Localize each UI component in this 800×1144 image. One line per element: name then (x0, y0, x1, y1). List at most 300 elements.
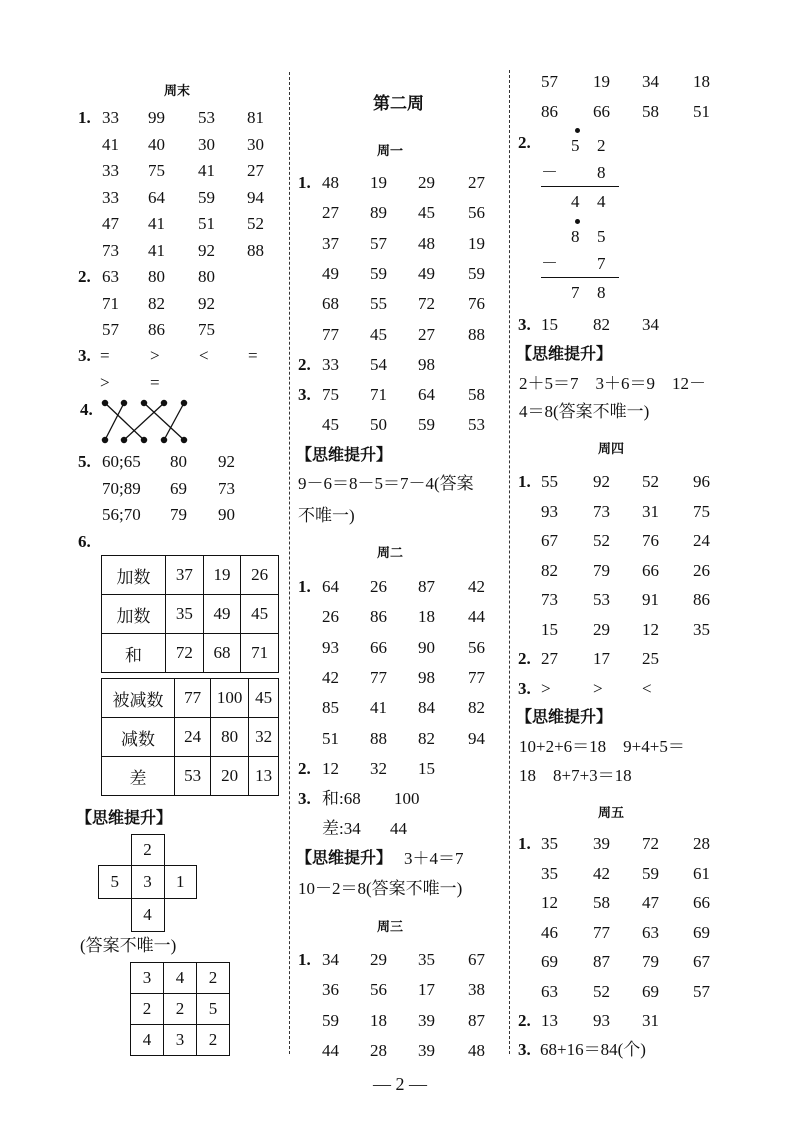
answer-value: 差:34 (322, 819, 361, 838)
answer-value: 60;65 (102, 452, 141, 471)
magic-square-grid (130, 962, 230, 1056)
number-cross-puzzle (98, 834, 197, 932)
answer-value: 46 (541, 922, 558, 942)
answer-value: 44 (390, 819, 407, 838)
answer-value: 67 (693, 952, 710, 971)
answer-value: 82 (541, 560, 558, 580)
answer-value: 56 (468, 637, 485, 657)
table-cell: 100 (211, 679, 249, 718)
answer-value: 92 (218, 452, 235, 471)
table-cell: 24 (175, 718, 211, 757)
table-cell: 37 (166, 556, 204, 595)
think-answer-line: 2＋5＝7 3＋6＝9 12－ (519, 374, 706, 393)
answer-value: 51 (198, 214, 215, 233)
question-number: 2. (518, 133, 531, 152)
answer-value: 93 (541, 501, 558, 521)
think-answer-line: 10－2＝8(答案不唯一) (298, 879, 463, 898)
answer-value: 41 (148, 214, 165, 233)
answer-value: 73 (541, 590, 558, 609)
answer-value: 63 (102, 267, 119, 286)
table-cell: 32 (249, 718, 279, 757)
answer-value: 40 (148, 134, 165, 154)
answer-value: 87 (468, 1010, 485, 1030)
answer-value: 50 (370, 415, 387, 434)
question-number: 1. (298, 173, 311, 192)
cross-cell: 4 (131, 899, 164, 932)
answer-value: 52 (593, 981, 610, 1001)
answer-value: 58 (593, 893, 610, 912)
table-cell: 3 (164, 1025, 197, 1056)
answer-value: 63 (541, 981, 558, 1001)
answer-value: 49 (322, 263, 339, 283)
answer-value: 57 (541, 72, 558, 91)
think-answer-line: 3＋4＝7 (404, 849, 464, 868)
answer-value: 28 (370, 1040, 387, 1060)
answer-value: = (100, 346, 110, 365)
answer-value: 58 (642, 102, 659, 121)
calc-rule (541, 277, 619, 278)
answer-value: 29 (370, 950, 387, 969)
table-cell: 5 (197, 994, 230, 1025)
table-cell: 3 (131, 963, 164, 994)
cross-cell: 1 (164, 866, 197, 899)
table-cell: 2 (131, 994, 164, 1025)
answer-value: 24 (693, 531, 710, 550)
answer-value: 30 (198, 134, 215, 154)
answer-value: 45 (370, 324, 387, 344)
answer-value: 57 (370, 233, 387, 253)
answer-value: 26 (370, 577, 387, 596)
question-number: 3. (518, 1040, 531, 1059)
answer-value: 71 (370, 385, 387, 404)
answer-value: 59 (198, 187, 215, 207)
answer-value: 96 (693, 472, 710, 491)
table-cell: 49 (203, 595, 241, 634)
answer-value: 75 (322, 385, 339, 404)
answer-value: > (100, 373, 110, 392)
answer-value: 36 (322, 980, 339, 1000)
answer-value: 77 (370, 667, 387, 687)
answer-value: 66 (642, 560, 659, 580)
answer-value: 41 (370, 698, 387, 718)
answer-value: 100 (394, 789, 420, 808)
answer-value: 35 (693, 619, 710, 639)
cross-cell: 3 (131, 866, 164, 899)
table-cell: 53 (175, 757, 211, 796)
answer-value: 69 (541, 952, 558, 971)
table-cell: 和 (102, 634, 166, 673)
answer-value: 37 (322, 233, 339, 253)
question-number: 2. (298, 355, 311, 374)
answer-value: 12 (541, 893, 558, 912)
answer-value: 67 (541, 531, 558, 550)
answer-value: > (150, 346, 160, 365)
table-cell: 71 (241, 634, 279, 673)
answer-value: 34 (642, 315, 659, 334)
answer-value: 86 (370, 607, 387, 627)
answer-value: 68+16＝84(个) (540, 1040, 646, 1059)
answer-value: 33 (322, 355, 339, 374)
table-cell: 45 (249, 679, 279, 718)
carry-dot (575, 219, 580, 224)
answer-value: 79 (170, 505, 187, 524)
answer-value: 27 (468, 173, 485, 192)
answer-value: 48 (418, 233, 435, 253)
carry-dot (575, 128, 580, 133)
answer-value: 67 (468, 950, 485, 969)
answer-value: < (642, 679, 652, 698)
answer-value: 30 (247, 134, 264, 154)
section-header-friday: 周五 (598, 806, 625, 821)
answer-value: 73 (593, 501, 610, 521)
answer-value: 19 (593, 72, 610, 91)
section-header-wednesday: 周三 (377, 920, 404, 935)
answer-value: > (541, 679, 551, 698)
answer-value: 82 (418, 728, 435, 748)
answer-value: 64 (148, 187, 165, 207)
answer-value: 86 (148, 320, 165, 339)
calc-digit: 7 (597, 254, 606, 273)
answer-value: 52 (642, 472, 659, 491)
answer-value: 39 (418, 1040, 435, 1060)
answer-value: 41 (102, 134, 119, 154)
calc-digit: 2 (597, 136, 606, 155)
page-number: — 2 — (373, 1074, 427, 1094)
answer-value: 94 (468, 728, 485, 748)
answer-value: 64 (418, 385, 435, 404)
answer-value: 55 (541, 472, 558, 491)
answer-value: 27 (541, 649, 558, 668)
answer-value: 35 (541, 863, 558, 883)
answer-value: 86 (693, 590, 710, 609)
answer-value: 27 (322, 203, 339, 223)
answer-value: 29 (593, 619, 610, 639)
answer-value: 45 (322, 415, 339, 434)
answer-value: 69 (170, 478, 187, 498)
answer-value: 31 (642, 1011, 659, 1030)
answer-value: 61 (693, 863, 710, 883)
answer-value: 53 (593, 590, 610, 609)
table-cell: 2 (197, 1025, 230, 1056)
answer-value: 47 (642, 893, 659, 912)
answer-value: 25 (642, 649, 659, 668)
answer-value: 18 (418, 607, 435, 627)
answer-value: 98 (418, 355, 435, 374)
question-number: 3. (518, 679, 531, 698)
answer-value: 93 (593, 1011, 610, 1030)
answer-value: 82 (593, 315, 610, 334)
cross-cell: 5 (99, 866, 132, 899)
section-header-tuesday: 周二 (377, 546, 404, 561)
answer-value: 41 (148, 240, 165, 260)
answer-value: 92 (198, 240, 215, 260)
answer-value: 70;89 (102, 478, 141, 498)
answer-value: 69 (642, 981, 659, 1001)
answer-value: 73 (218, 478, 235, 498)
answer-value: 98 (418, 667, 435, 687)
answer-value: 19 (468, 233, 485, 253)
answer-value: 77 (593, 922, 610, 942)
answer-value: 89 (370, 203, 387, 223)
answer-value: 84 (418, 698, 435, 718)
answer-value: 17 (593, 649, 610, 668)
cross-cell: 2 (131, 835, 164, 866)
note-not-unique: (答案不唯一) (80, 936, 177, 955)
answer-value: 71 (102, 293, 119, 313)
question-number: 2. (518, 1011, 531, 1030)
table-cell: 20 (211, 757, 249, 796)
calc-digit: 8 (571, 227, 580, 246)
answer-value: 32 (370, 759, 387, 778)
answer-value: 55 (370, 294, 387, 314)
answer-value: 48 (468, 1040, 485, 1060)
answer-value: 66 (593, 102, 610, 121)
answer-value: 54 (370, 355, 387, 374)
question-number: 4. (80, 400, 93, 419)
answer-value: 88 (468, 324, 485, 344)
column-divider-2 (509, 70, 510, 1054)
answer-value: 39 (418, 1010, 435, 1030)
answer-value: 33 (102, 108, 119, 127)
think-answer-line: 10+2+6＝18 9+4+5＝ (519, 737, 685, 756)
answer-value: 79 (593, 560, 610, 580)
calc-digit: 8 (597, 163, 606, 182)
answer-value: 79 (642, 952, 659, 971)
table-cell: 差 (102, 757, 175, 796)
question-number: 5. (78, 452, 91, 471)
answer-value: 19 (370, 173, 387, 192)
answer-value: 76 (642, 531, 659, 550)
answer-value: 88 (370, 728, 387, 748)
calc-digit: 4 (597, 192, 606, 211)
answer-value: 15 (418, 759, 435, 778)
calc-operator: － (541, 163, 558, 182)
answer-value: < (199, 346, 209, 365)
answer-value: 52 (247, 214, 264, 233)
answer-value: 42 (468, 577, 485, 596)
table-cell: 35 (166, 595, 204, 634)
answer-value: 47 (102, 214, 119, 233)
answer-value: 90 (218, 505, 235, 524)
question-number: 1. (518, 472, 531, 491)
question-number: 2. (298, 759, 311, 778)
answer-value: 75 (148, 161, 165, 180)
question-number: 6. (78, 532, 91, 551)
answer-value: 18 (370, 1010, 387, 1030)
answer-value: 57 (102, 320, 119, 339)
table-cell: 加数 (102, 595, 166, 634)
answer-value: 26 (693, 560, 710, 580)
answer-value: 80 (170, 452, 187, 471)
section-header-monday: 周一 (377, 144, 404, 159)
answer-value: 27 (247, 161, 264, 180)
answer-value: 86 (541, 102, 558, 121)
answer-value: 52 (593, 531, 610, 550)
calc-digit: 5 (597, 227, 606, 246)
answer-value: 56;70 (102, 505, 141, 524)
answer-value: 41 (198, 161, 215, 180)
answer-value: 68 (322, 294, 339, 314)
question-number: 1. (518, 834, 531, 853)
think-answer-line: 4＝8(答案不唯一) (519, 402, 650, 421)
answer-value: 33 (102, 161, 119, 180)
answer-value: 12 (642, 619, 659, 639)
answer-value: 27 (418, 324, 435, 344)
answer-value: 51 (693, 102, 710, 121)
section-header-thursday: 周四 (598, 442, 625, 457)
answer-value: 59 (418, 415, 435, 434)
answer-value: 77 (468, 667, 485, 687)
answer-value: 45 (418, 203, 435, 223)
calc-operator: － (541, 254, 558, 273)
answer-value: 63 (642, 922, 659, 942)
answer-value: 75 (198, 320, 215, 339)
answer-value: 56 (468, 203, 485, 223)
think-label: 【思维提升】 (296, 445, 393, 464)
calc-digit: 7 (571, 283, 580, 302)
answer-value: 33 (102, 187, 119, 207)
answer-value: 80 (148, 267, 165, 286)
answer-value: 15 (541, 619, 558, 639)
answer-value: 49 (418, 263, 435, 283)
answer-value: 34 (642, 72, 659, 91)
question-number: 3. (298, 789, 311, 808)
answer-value: 35 (541, 834, 558, 853)
table-cell: 68 (203, 634, 241, 673)
section-header-weekend: 周末 (164, 84, 191, 99)
answer-value: 73 (102, 240, 119, 260)
table-cell: 4 (164, 963, 197, 994)
answer-value: 80 (198, 267, 215, 286)
question-number: 2. (518, 649, 531, 668)
answer-value: 90 (418, 637, 435, 657)
table-cell: 被减数 (102, 679, 175, 718)
answer-value: 13 (541, 1011, 558, 1030)
question-number: 1. (78, 108, 91, 127)
answer-value: 34 (322, 950, 339, 969)
answer-value: 81 (247, 108, 264, 127)
answer-value: 53 (198, 108, 215, 127)
calc-digit: 5 (571, 136, 580, 155)
answer-value: 和:68 (322, 789, 361, 808)
think-label: 【思维提升】 (76, 808, 173, 827)
table-cell: 26 (241, 556, 279, 595)
answer-value: 72 (418, 294, 435, 314)
answer-value: 28 (693, 834, 710, 853)
answer-value: 64 (322, 577, 339, 596)
answer-value: 42 (593, 863, 610, 883)
answer-value: 53 (468, 415, 485, 434)
answer-value: 76 (468, 294, 485, 314)
answer-value: 94 (247, 187, 264, 207)
think-label: 【思维提升】 (296, 848, 393, 867)
answer-value: 69 (693, 922, 710, 942)
subtraction-table (101, 678, 279, 796)
think-answer-line: 18 8+7+3＝18 (519, 766, 632, 785)
calc-digit: 8 (597, 283, 606, 302)
question-number: 1. (298, 577, 311, 596)
table-cell: 45 (241, 595, 279, 634)
answer-value: 12 (322, 759, 339, 778)
answer-value: 77 (322, 324, 339, 344)
table-cell: 80 (211, 718, 249, 757)
table-cell: 加数 (102, 556, 166, 595)
answer-value: 58 (468, 385, 485, 404)
table-cell: 77 (175, 679, 211, 718)
answer-value: 92 (198, 293, 215, 313)
matching-lines-diagram (100, 398, 192, 446)
table-cell: 减数 (102, 718, 175, 757)
question-number: 3. (298, 385, 311, 404)
answer-value: 93 (322, 637, 339, 657)
answer-value: 31 (642, 501, 659, 521)
answer-value: 35 (418, 950, 435, 969)
table-cell: 4 (131, 1025, 164, 1056)
answer-value: 82 (148, 293, 165, 313)
question-number: 1. (298, 950, 311, 969)
answer-value: 57 (693, 981, 710, 1001)
think-answer-line: 不唯一) (298, 506, 355, 525)
table-cell: 2 (197, 963, 230, 994)
answer-value: 82 (468, 698, 485, 718)
answer-value: 59 (322, 1010, 339, 1030)
answer-value: 29 (418, 173, 435, 192)
answer-value: > (593, 679, 603, 698)
answer-value: 85 (322, 698, 339, 718)
answer-value: 75 (693, 501, 710, 521)
answer-value: 48 (322, 173, 339, 192)
page-title: 第二周 (373, 94, 424, 113)
answer-value: 72 (642, 834, 659, 853)
answer-value: 66 (370, 637, 387, 657)
answer-value: 51 (322, 728, 339, 748)
table-cell: 2 (164, 994, 197, 1025)
answer-value: 59 (370, 263, 387, 283)
think-label: 【思维提升】 (516, 344, 613, 363)
answer-value: 92 (593, 472, 610, 491)
answer-value: 56 (370, 980, 387, 1000)
answer-value: 17 (418, 980, 435, 1000)
answer-value: 26 (322, 607, 339, 627)
answer-value: 66 (693, 893, 710, 912)
answer-value: 44 (322, 1040, 339, 1060)
addition-table (101, 555, 279, 673)
table-cell: 13 (249, 757, 279, 796)
answer-value: 88 (247, 240, 264, 260)
answer-value: 87 (593, 952, 610, 971)
answer-value: 44 (468, 607, 485, 627)
question-number: 3. (78, 346, 91, 365)
answer-value: 39 (593, 834, 610, 853)
calc-digit: 4 (571, 192, 580, 211)
answer-value: 99 (148, 108, 165, 127)
answer-value: 38 (468, 980, 485, 1000)
table-cell: 72 (166, 634, 204, 673)
question-number: 2. (78, 267, 91, 286)
think-answer-line: 9－6＝8－5＝7－4(答案 (298, 474, 474, 493)
question-number: 3. (518, 315, 531, 334)
answer-value: 59 (468, 263, 485, 283)
answer-value: 59 (642, 863, 659, 883)
answer-value: 42 (322, 667, 339, 687)
answer-value: = (248, 346, 258, 365)
answer-value: 18 (693, 72, 710, 91)
calc-rule (541, 186, 619, 187)
answer-value: 15 (541, 315, 558, 334)
answer-value: 87 (418, 577, 435, 596)
answer-value: = (150, 373, 160, 392)
answer-value: 91 (642, 590, 659, 609)
